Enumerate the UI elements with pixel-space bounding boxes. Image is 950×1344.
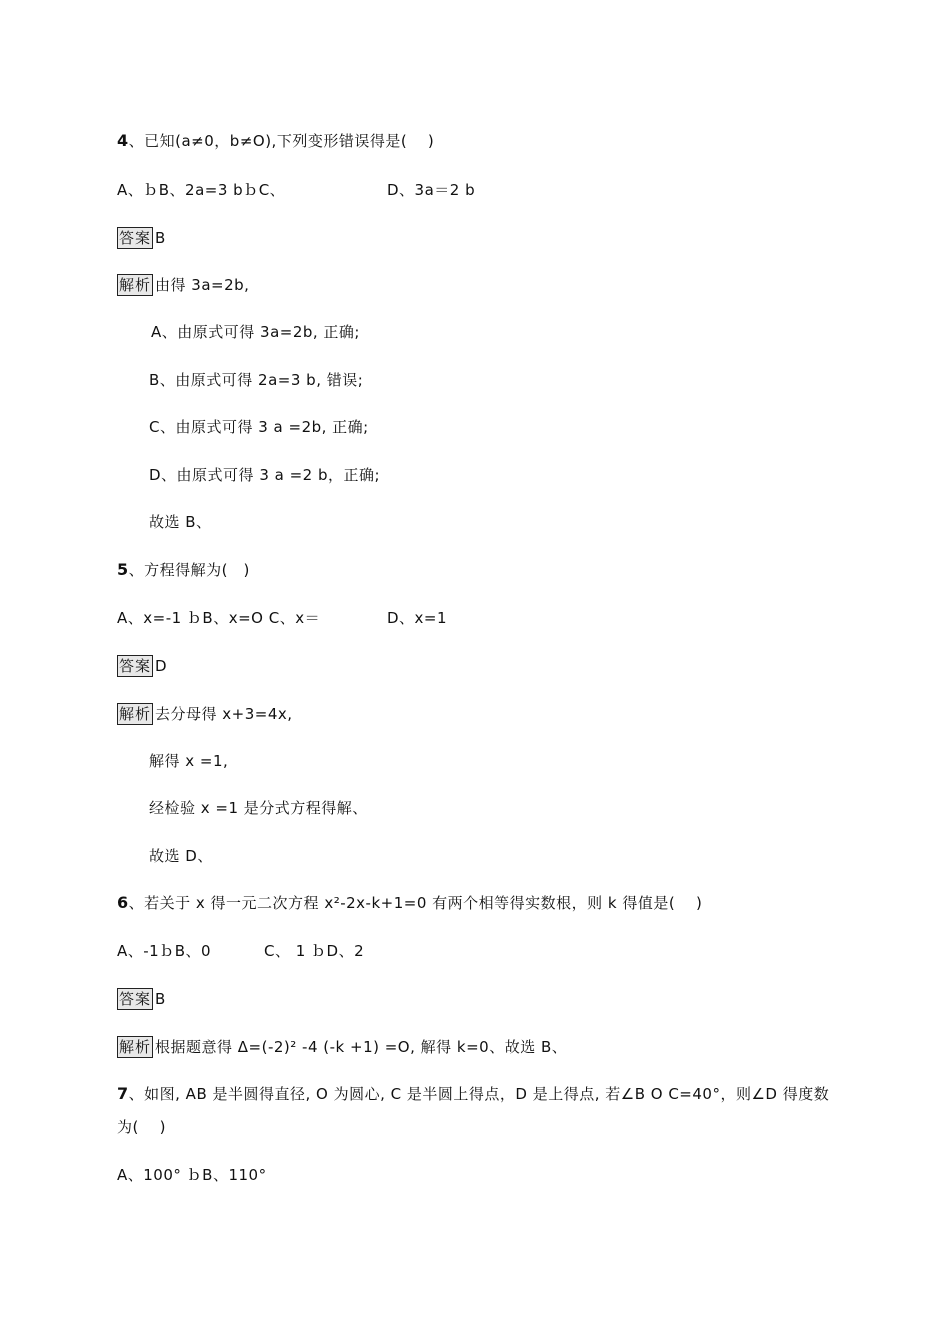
question-6-answer bbox=[117, 988, 166, 1010]
options-abc: A、x=-1 ｂB、x=O C、x＝ bbox=[117, 609, 321, 627]
option-d: D、3a＝2 b bbox=[387, 181, 476, 199]
analysis-line: 经检验 x =1 是分式方程得解、 bbox=[149, 799, 368, 817]
question-number: 5 bbox=[117, 560, 129, 579]
question-number: 7 bbox=[117, 1084, 129, 1103]
option-d: D、x=1 bbox=[387, 609, 448, 627]
question-number: 4 bbox=[117, 131, 129, 150]
answer-label: 答案 bbox=[119, 990, 152, 1008]
question-5-answer bbox=[117, 655, 167, 677]
analysis-line: D、由原式可得 3 a =2 b，正确; bbox=[149, 466, 381, 484]
analysis-line: C、由原式可得 3 a =2b, 正确; bbox=[149, 418, 369, 436]
question-text-cont: 为( ) bbox=[117, 1118, 166, 1136]
question-5-option-d bbox=[387, 608, 447, 628]
question-5-analysis bbox=[117, 703, 293, 725]
question-6-stem bbox=[117, 893, 702, 913]
question-text: 、方程得解为( ) bbox=[128, 561, 250, 579]
analysis-label: 解析 bbox=[119, 1038, 152, 1056]
analysis-text: 根据题意得 Δ=(-2)² -4 (-k +1) =O, 解得 k=0、故选 B、 bbox=[155, 1038, 568, 1056]
question-6-options bbox=[117, 941, 211, 961]
answer-value: B bbox=[155, 990, 166, 1008]
options-abc: A、ｂB、2a=3 bｂC、 bbox=[117, 181, 286, 199]
answer-value: B bbox=[155, 229, 166, 247]
analysis-line: 故选 B、 bbox=[149, 513, 212, 531]
question-7-stem-cont bbox=[117, 1117, 166, 1137]
answer-value: D bbox=[155, 657, 168, 675]
analysis-text: 去分母得 x+3=4x, bbox=[155, 705, 293, 723]
analysis-text: 由得 3a=2b, bbox=[155, 276, 250, 294]
question-4-option-d bbox=[387, 180, 475, 200]
analysis-line: 故选 D、 bbox=[149, 847, 213, 865]
answer-label: 答案 bbox=[119, 229, 152, 247]
question-text: 、若关于 x 得一元二次方程 x²-2x-k+1=0 有两个相等得实数根，则 k 得值是( ) bbox=[128, 894, 703, 912]
options-ab: A、-1ｂB、0 bbox=[117, 942, 212, 960]
options-cd: C、 1 ｂD、2 bbox=[264, 942, 365, 960]
question-4-analysis bbox=[117, 274, 249, 296]
answer-label: 答案 bbox=[119, 657, 152, 675]
question-7-stem bbox=[117, 1084, 829, 1104]
question-text: 、如图, AB 是半圆得直径, O 为圆心, C 是半圆上得点，D 是上得点, 若∠B O C=40°，则∠D 得度数 bbox=[128, 1085, 830, 1103]
analysis-label: 解析 bbox=[119, 276, 152, 294]
question-text: 、已知(a≠0，b≠O),下列变形错误得是( ) bbox=[128, 132, 435, 150]
question-7-options bbox=[117, 1165, 267, 1185]
analysis-line: B、由原式可得 2a=3 b, 错误; bbox=[149, 371, 364, 389]
question-6-options-cd bbox=[264, 941, 364, 961]
question-5-options bbox=[117, 608, 320, 628]
question-4-stem bbox=[117, 131, 434, 151]
options-ab: A、100° ｂB、110° bbox=[117, 1166, 267, 1184]
analysis-line: A、由原式可得 3a=2b, 正确; bbox=[151, 323, 360, 341]
question-6-analysis bbox=[117, 1036, 567, 1058]
question-4-options bbox=[117, 180, 285, 200]
question-number: 6 bbox=[117, 893, 129, 912]
question-4-answer bbox=[117, 227, 166, 249]
analysis-label: 解析 bbox=[119, 705, 152, 723]
question-5-stem bbox=[117, 560, 250, 580]
analysis-line: 解得 x =1, bbox=[149, 752, 229, 770]
